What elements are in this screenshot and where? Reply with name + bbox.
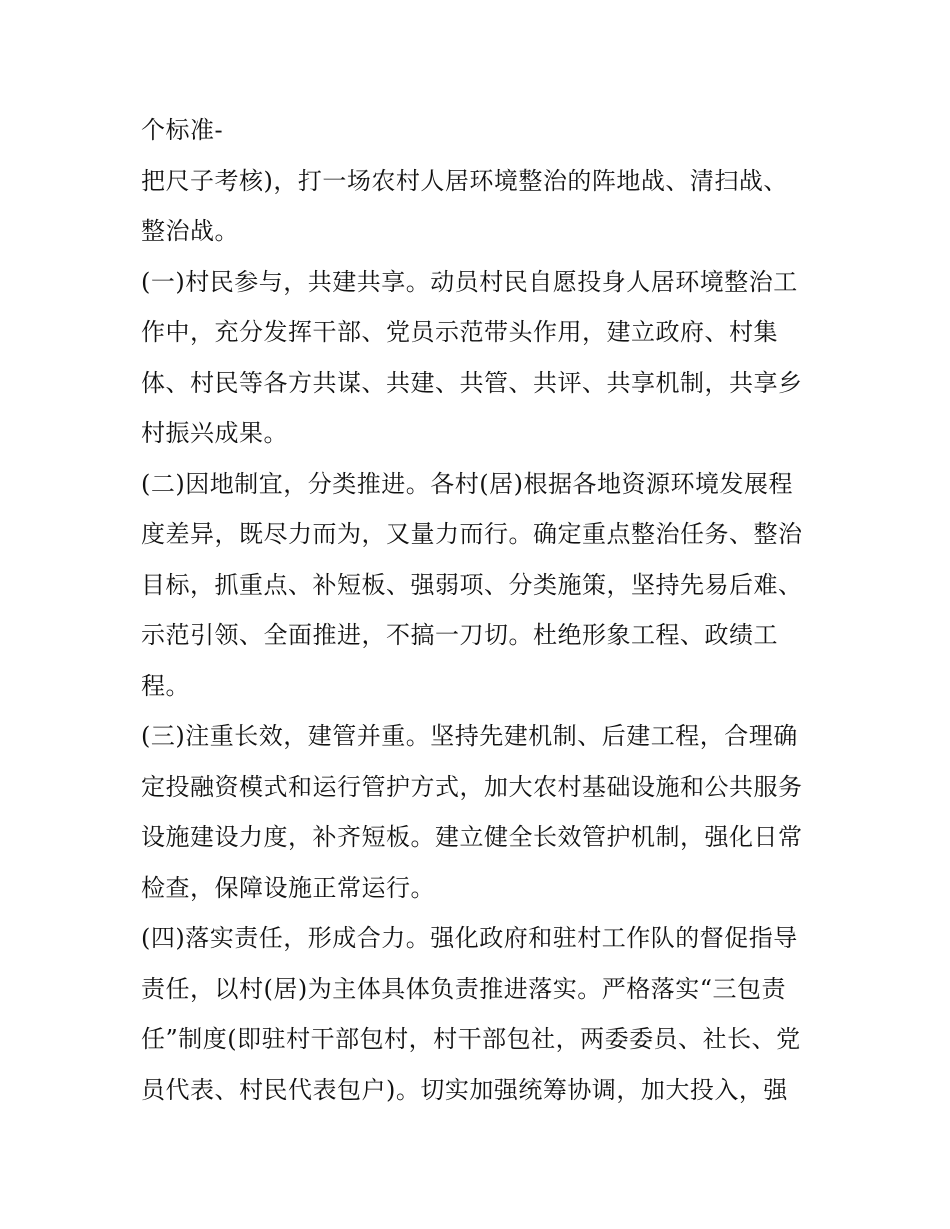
text-line: (一)村民参与，共建共享。动员村民自愿投身人居环境整治工 [141, 267, 798, 296]
text-line: 村振兴成果。 [141, 419, 288, 447]
text-line: 任”制度(即驻村干部包村，村干部包社，两委委员、社长、党 [141, 1025, 801, 1053]
text-line: 度差异，既尽力而为，又量力而行。确定重点整治任务、整治 [141, 520, 803, 548]
document-body [141, 108, 831, 1118]
text-line: 整治战。 [141, 217, 239, 245]
text-line: 检查，保障设施正常运行。 [141, 873, 435, 902]
text-line: (二)因地制宜，分类推进。各村(居)根据各地资源环境发展程 [141, 469, 793, 498]
text-line: 程。 [141, 671, 190, 700]
text-line: 作中，充分发挥干部、党员示范带头作用，建立政府、村集 [141, 318, 778, 346]
text-line: 体、村民等各方共谋、共建、共管、共评、共享机制，共享乡 [141, 368, 803, 397]
text-line: 定投融资模式和运行管护方式，加大农村基础设施和公共服务 [141, 772, 803, 801]
text-line: 示范引领、全面推进，不搞一刀切。杜绝形象工程、政绩工 [141, 621, 778, 649]
text-line: 目标，抓重点、补短板、强弱项、分类施策，坚持先易后难、 [141, 570, 803, 599]
text-line: (四)落实责任，形成合力。强化政府和驻村工作队的督促指导 [141, 924, 798, 952]
text-line: (三)注重长效，建管并重。坚持先建机制、后建工程，合理确 [141, 722, 798, 750]
text-line: 员代表、村民代表包户)。切实加强统筹协调，加大投入，强 [141, 1075, 788, 1104]
text-line: 个标准- [141, 116, 224, 144]
text-line: 把尺子考核)，打一场农村人居环境整治的阵地战、清扫战、 [141, 166, 788, 195]
text-line: 设施建设力度，补齐短板。建立健全长效管护机制，强化日常 [141, 823, 803, 851]
text-line: 责任，以村(居)为主体具体负责推进落实。严格落实“三包责 [141, 974, 786, 1003]
